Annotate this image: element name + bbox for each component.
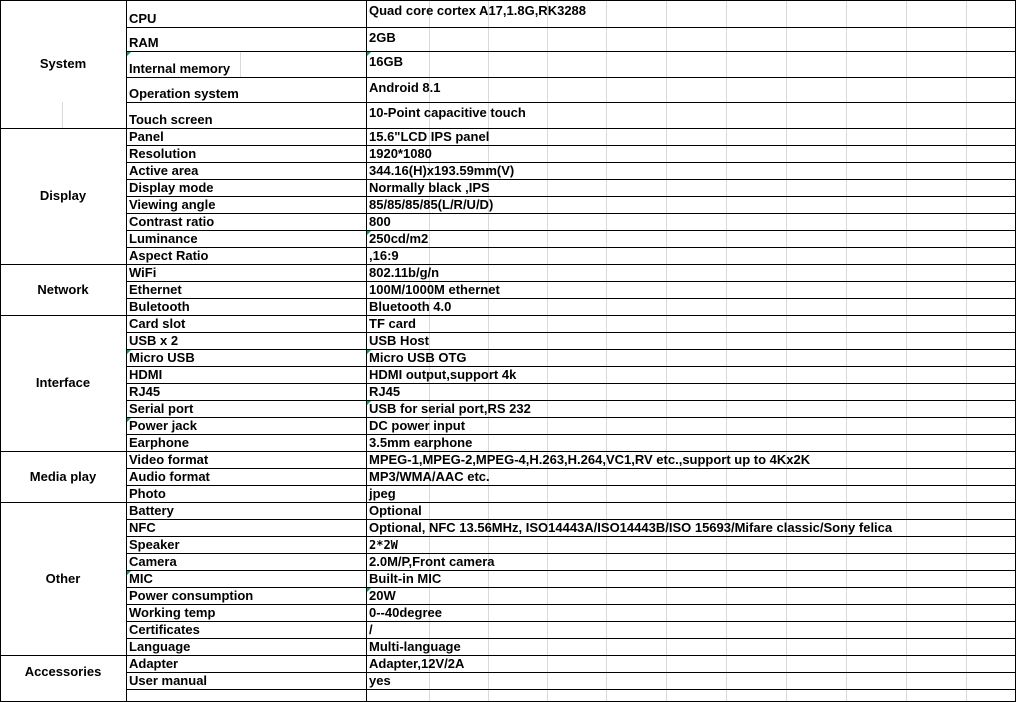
row-border bbox=[126, 298, 1016, 299]
row-border bbox=[126, 400, 1016, 401]
spec-label: Ethernet bbox=[129, 282, 182, 297]
spec-value: USB for serial port,RS 232 bbox=[369, 401, 531, 416]
spec-label: Card slot bbox=[129, 316, 186, 331]
spec-value: Multi-language bbox=[369, 639, 461, 654]
cell-marker bbox=[127, 52, 131, 56]
spec-value: HDMI output,support 4k bbox=[369, 367, 517, 382]
grid-line bbox=[966, 0, 967, 702]
row-border bbox=[126, 281, 1016, 282]
spec-value: 15.6"LCD IPS panel bbox=[369, 129, 490, 144]
spec-label: NFC bbox=[129, 520, 156, 535]
spec-label: Aspect Ratio bbox=[129, 248, 209, 263]
spec-label: MIC bbox=[129, 571, 153, 586]
row-border bbox=[126, 672, 1016, 673]
grid-line bbox=[240, 51, 241, 77]
cell-marker bbox=[367, 52, 371, 56]
spec-label: Viewing angle bbox=[129, 197, 216, 212]
spec-label: Internal memory bbox=[129, 61, 231, 76]
spec-label: Battery bbox=[129, 503, 174, 518]
spec-value: Android 8.1 bbox=[369, 80, 441, 95]
row-border bbox=[126, 102, 1016, 103]
row-border bbox=[126, 315, 1016, 316]
spec-value: TF card bbox=[369, 316, 416, 331]
row-border bbox=[126, 553, 1016, 554]
spec-value: 2*2W bbox=[369, 538, 398, 552]
section-border bbox=[0, 128, 126, 129]
row-border bbox=[126, 587, 1016, 588]
spec-value: Micro USB OTG bbox=[369, 350, 467, 365]
grid-line bbox=[906, 0, 907, 702]
category-label: System bbox=[39, 56, 87, 71]
row-border bbox=[126, 179, 1016, 180]
spec-value: 1920*1080 bbox=[369, 146, 432, 161]
grid-line bbox=[726, 0, 727, 702]
row-border bbox=[126, 0, 1016, 1]
category-label: Display bbox=[39, 188, 87, 203]
spec-value: DC power input bbox=[369, 418, 466, 433]
cell-marker bbox=[127, 571, 131, 575]
section-border bbox=[0, 264, 126, 265]
spec-label: Operation system bbox=[129, 86, 239, 101]
grid-line bbox=[547, 0, 548, 702]
section-border bbox=[0, 451, 126, 452]
grid-line bbox=[666, 0, 667, 702]
spec-value: 3.5mm earphone bbox=[369, 435, 473, 450]
spec-value: 800 bbox=[369, 214, 391, 229]
spec-label: Photo bbox=[129, 486, 166, 501]
spec-label: Speaker bbox=[129, 537, 180, 552]
spec-label: Earphone bbox=[129, 435, 189, 450]
spec-label: Power consumption bbox=[129, 588, 254, 603]
spec-value: MP3/WMA/AAC etc. bbox=[369, 469, 490, 484]
section-border bbox=[0, 0, 126, 1]
spec-value: / bbox=[369, 622, 373, 637]
row-border bbox=[126, 77, 1016, 78]
row-border bbox=[126, 604, 1016, 605]
row-border bbox=[126, 468, 1016, 469]
spec-value: 10-Point capacitive touch bbox=[369, 105, 526, 120]
category-label: Network bbox=[37, 281, 89, 297]
grid-line bbox=[846, 0, 847, 702]
row-border bbox=[126, 264, 1016, 265]
spec-value: yes bbox=[369, 673, 391, 688]
spec-label: Active area bbox=[129, 163, 199, 178]
cell-marker bbox=[127, 418, 131, 422]
spec-label: WiFi bbox=[129, 265, 157, 280]
row-border bbox=[126, 621, 1016, 622]
row-border bbox=[126, 230, 1016, 231]
row-border bbox=[126, 502, 1016, 503]
spec-label: Display mode bbox=[129, 180, 214, 195]
cell-marker bbox=[367, 401, 371, 405]
cell-marker bbox=[367, 350, 371, 354]
spec-value: USB Host bbox=[369, 333, 429, 348]
cell-marker bbox=[367, 588, 371, 592]
spec-value: Quad core cortex A17,1.8G,RK3288 bbox=[369, 3, 587, 18]
spec-value: Adapter,12V/2A bbox=[369, 656, 465, 671]
spec-value: 2.0M/P,Front camera bbox=[369, 554, 495, 569]
row-border bbox=[126, 383, 1016, 384]
grid-line bbox=[606, 0, 607, 702]
spec-label: RJ45 bbox=[129, 384, 161, 399]
spec-label: Micro USB bbox=[129, 350, 195, 365]
spec-label: RAM bbox=[129, 35, 159, 50]
category-label: Accessories bbox=[24, 664, 102, 679]
spec-label: Serial port bbox=[129, 401, 194, 416]
row-border bbox=[126, 196, 1016, 197]
row-border bbox=[126, 145, 1016, 146]
spec-label: Adapter bbox=[129, 656, 179, 671]
spec-label: HDMI bbox=[129, 367, 163, 382]
spec-label: Power jack bbox=[129, 418, 197, 433]
row-border bbox=[126, 366, 1016, 367]
row-border bbox=[126, 332, 1016, 333]
row-border bbox=[126, 349, 1016, 350]
row-border bbox=[126, 485, 1016, 486]
section-border bbox=[0, 502, 126, 503]
row-border bbox=[126, 128, 1016, 129]
spec-label: Resolution bbox=[129, 146, 197, 161]
spec-value: 85/85/85/85(L/R/U/D) bbox=[369, 197, 494, 212]
spec-value: 20W bbox=[369, 588, 396, 603]
spec-label: Touch screen bbox=[129, 112, 213, 127]
row-border bbox=[126, 689, 1016, 690]
row-border bbox=[126, 213, 1016, 214]
spec-label: Video format bbox=[129, 452, 209, 467]
spec-value: Optional bbox=[369, 503, 422, 518]
category-label: Other bbox=[45, 570, 81, 586]
spec-value: ,16:9 bbox=[369, 248, 399, 263]
spec-value: RJ45 bbox=[369, 384, 401, 399]
grid-line bbox=[786, 0, 787, 702]
cell-marker bbox=[127, 350, 131, 354]
row-border bbox=[126, 162, 1016, 163]
spec-value: 2GB bbox=[369, 30, 396, 45]
row-border bbox=[126, 51, 1016, 52]
category-label: Media play bbox=[29, 468, 97, 484]
spec-label: Language bbox=[129, 639, 191, 654]
spec-label: Buletooth bbox=[129, 299, 190, 314]
cell-marker bbox=[367, 231, 371, 235]
spec-label: Luminance bbox=[129, 231, 198, 246]
section-border bbox=[0, 655, 126, 656]
row-border bbox=[126, 417, 1016, 418]
spec-value: 344.16(H)x193.59mm(V) bbox=[369, 163, 515, 178]
spec-label: Panel bbox=[129, 129, 164, 144]
section-border bbox=[0, 315, 126, 316]
row-border bbox=[126, 570, 1016, 571]
spec-value: 100M/1000M ethernet bbox=[369, 282, 500, 297]
row-border bbox=[126, 536, 1016, 537]
spec-value: Optional, NFC 13.56MHz, ISO14443A/ISO14443B/ISO 15693/Mifare classic/Sony felica bbox=[369, 520, 893, 535]
spec-value: 802.11b/g/n bbox=[369, 265, 440, 280]
spec-label: User manual bbox=[129, 673, 208, 688]
spec-label: Audio format bbox=[129, 469, 210, 484]
row-border bbox=[126, 247, 1016, 248]
grid-line bbox=[62, 102, 63, 128]
spec-value: 0--40degree bbox=[369, 605, 442, 620]
spec-value: Normally black ,IPS bbox=[369, 180, 490, 195]
row-border bbox=[126, 638, 1016, 639]
category-label: Interface bbox=[35, 375, 91, 390]
spec-value: Bluetooth 4.0 bbox=[369, 299, 452, 314]
spec-value: 16GB bbox=[369, 54, 403, 69]
row-border bbox=[126, 655, 1016, 656]
spec-value: MPEG-1,MPEG-2,MPEG-4,H.263,H.264,VC1,RV etc.,support up to 4Kx2K bbox=[369, 452, 811, 467]
spec-value: 250cd/m2 bbox=[369, 231, 429, 246]
spec-label: CPU bbox=[129, 11, 157, 26]
spec-label: Contrast ratio bbox=[129, 214, 215, 229]
row-border bbox=[126, 434, 1016, 435]
row-border bbox=[126, 27, 1016, 28]
spec-label: USB x 2 bbox=[129, 333, 179, 348]
spec-value: jpeg bbox=[369, 486, 396, 501]
spec-label: Camera bbox=[129, 554, 177, 569]
column-border bbox=[0, 0, 1, 702]
spec-value: Built-in MIC bbox=[369, 571, 442, 586]
spec-label: Working temp bbox=[129, 605, 216, 620]
spec-label: Certificates bbox=[129, 622, 200, 637]
